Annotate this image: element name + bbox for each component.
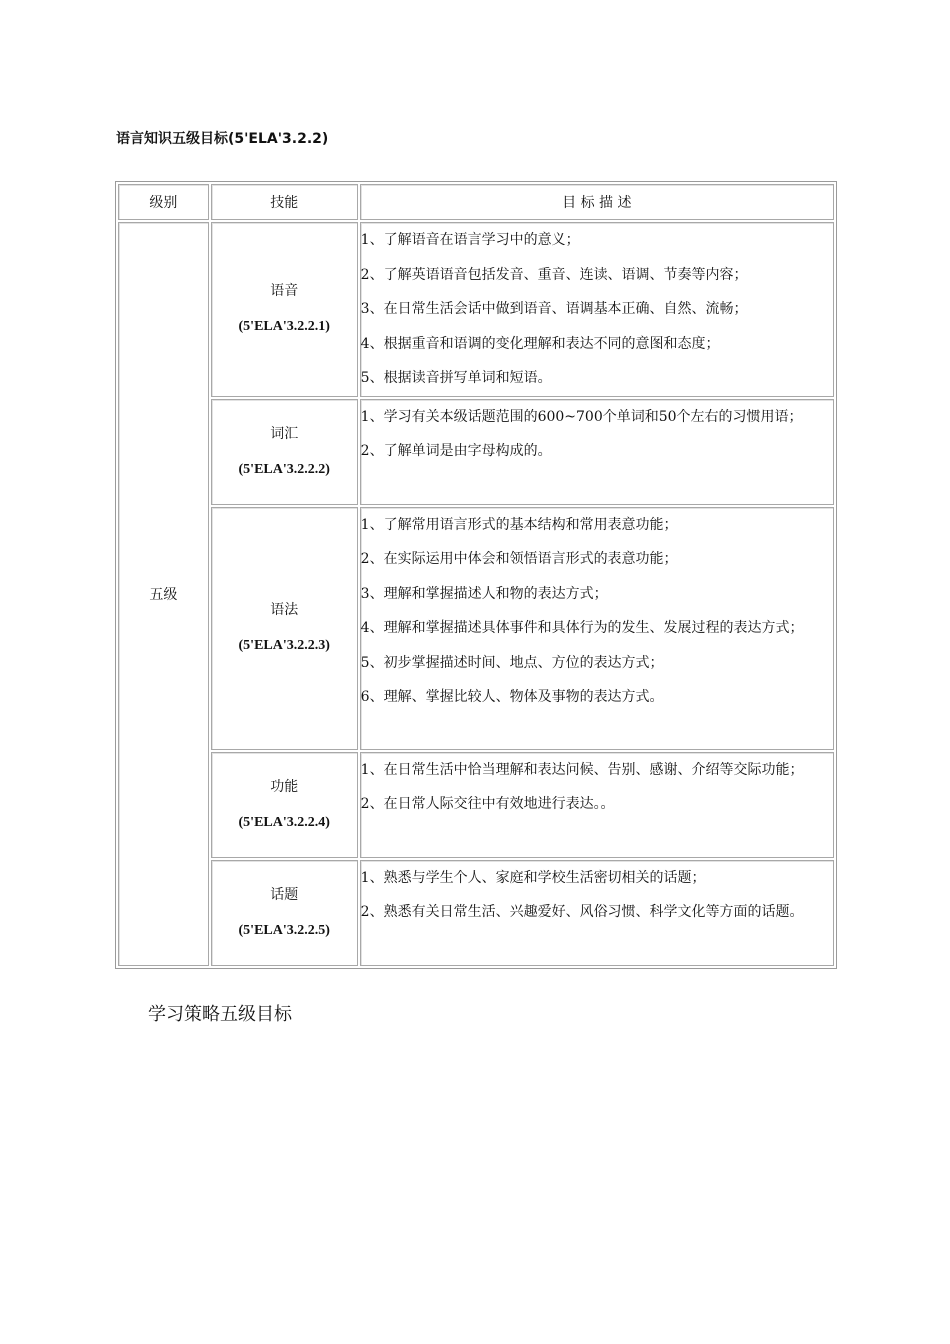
skill-name: 话题 — [270, 886, 299, 903]
description-item: 1、熟悉与学生个人、家庭和学校生活密切相关的话题； — [360, 869, 706, 886]
level-cell: 五级 — [118, 222, 209, 966]
goals-table — [115, 181, 837, 969]
description-item: 1、在日常生活中恰当理解和表达问候、告别、感谢、介绍等交际功能； — [360, 761, 804, 778]
description-item: 4、理解和掌握描述具体事件和具体行为的发生、发展过程的表达方式； — [360, 620, 804, 636]
description-cell — [360, 752, 834, 858]
description-cell — [360, 860, 834, 966]
description-item: 6、理解、掌握比较人、物体及事物的表达方式。 — [360, 689, 664, 705]
description-cell — [360, 399, 834, 505]
header-description: 目 标 描 述 — [360, 184, 834, 220]
skill-code: (5'ELA'3.2.2.4) — [238, 814, 330, 830]
description-item: 2、熟悉有关日常生活、兴趣爱好、风俗习惯、科学文化等方面的话题。 — [360, 904, 804, 920]
skill-cell — [211, 752, 358, 858]
table-row — [118, 752, 834, 858]
description-item: 4、根据重音和语调的变化理解和表达不同的意图和态度； — [360, 335, 720, 352]
table-row — [118, 222, 834, 397]
skill-name: 语法 — [270, 602, 299, 618]
skill-cell — [211, 860, 358, 966]
table-row — [118, 860, 834, 966]
description-cell — [360, 507, 834, 750]
skill-name: 词汇 — [270, 425, 299, 442]
table-row — [118, 399, 834, 505]
skill-code: (5'ELA'3.2.2.5) — [238, 922, 330, 938]
skill-code: (5'ELA'3.2.2.2) — [238, 461, 330, 477]
header-skill: 技能 — [211, 184, 358, 220]
description-item: 1、了解常用语言形式的基本结构和常用表意功能； — [360, 516, 678, 533]
skill-code: (5'ELA'3.2.2.3) — [238, 638, 330, 653]
description-item: 1、了解语音在语言学习中的意义； — [360, 232, 580, 248]
description-item: 2、了解英语语音包括发音、重音、连读、语调、节奏等内容； — [360, 266, 748, 283]
description-item: 5、根据读音拼写单词和短语。 — [360, 370, 552, 386]
section-heading: 学习策略五级目标 — [148, 1004, 292, 1025]
table-row — [118, 507, 834, 750]
skill-name: 语音 — [270, 283, 299, 300]
description-cell — [360, 222, 834, 397]
skill-cell — [211, 399, 358, 505]
description-item: 2、在实际运用中体会和领悟语言形式的表意功能； — [360, 551, 678, 567]
skill-cell — [211, 507, 358, 750]
description-item: 2、在日常人际交往中有效地进行表达。。 — [360, 796, 615, 812]
skill-name: 功能 — [270, 778, 299, 795]
skill-code: (5'ELA'3.2.2.1) — [238, 319, 330, 335]
description-item: 3、理解和掌握描述人和物的表达方式； — [360, 585, 608, 602]
page-heading: 语言知识五级目标(5'ELA'3.2.2) — [116, 131, 329, 147]
header-level: 级别 — [118, 184, 209, 220]
description-item: 2、了解单词是由字母构成的。 — [360, 443, 552, 459]
table-header-row — [118, 184, 834, 220]
skill-cell — [211, 222, 358, 397]
description-item: 1、学习有关本级话题范围的600~700个单词和50个左右的习惯用语； — [360, 408, 803, 425]
description-item: 3、在日常生活会话中做到语音、语调基本正确、自然、流畅； — [360, 301, 748, 317]
description-item: 5、初步掌握描述时间、地点、方位的表达方式； — [360, 654, 664, 671]
